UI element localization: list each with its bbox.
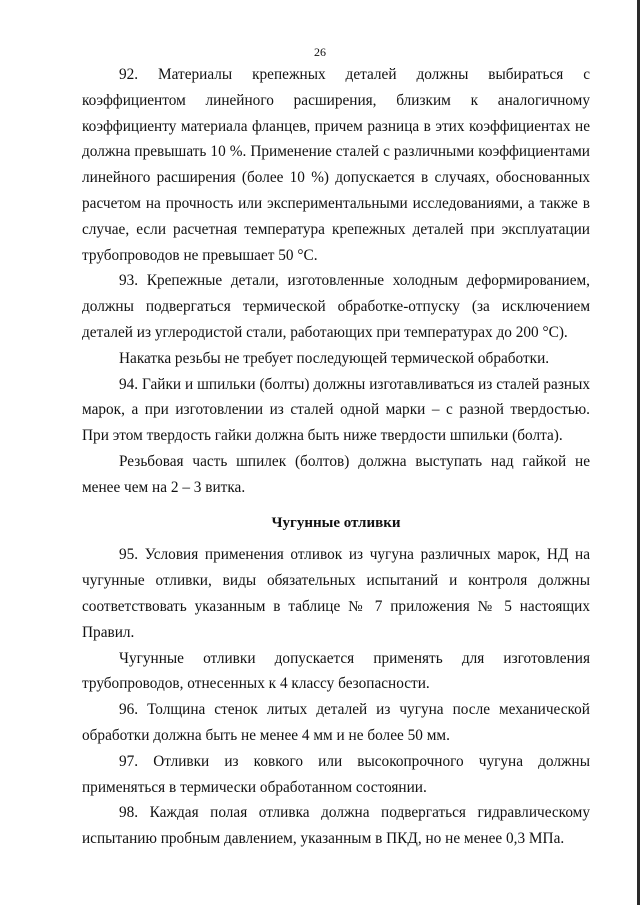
paragraph-95-note: Чугунные отливки допускается применять для изготовления трубопроводов, отнесенных к 4 классу безопасности. bbox=[82, 649, 590, 693]
paragraph-93-note: Накатка резьбы не требует последующей термической обработки. bbox=[119, 349, 550, 367]
paragraph-93: 93. Крепежные детали, изготовленные холодным деформированием, должны подвергаться термической обработке-отпуску (за исключением деталей из углеродистой стали, работающих при температурах до 200 °С). bbox=[82, 272, 590, 341]
paragraph-95: 95. Условия применения отливок из чугуна различных марок, НД на чугунные отливки, виды обязательных испытаний и контроля должны соответствовать указанным в таблице № 7 приложения № 5 настоящих Правил. bbox=[82, 546, 590, 641]
paragraph-97: 97. Отливки из ковкого или высокопрочного чугуна должны применяться в термически обработанном состоянии. bbox=[82, 752, 590, 796]
paragraph-92: 92. Материалы крепежных деталей должны выбираться с коэффициентом линейного расширения, близким к аналогичному коэффициенту материала фланцев, причем разница в этих коэффициентах не должна превышать 10 %. Применение сталей с различными коэффициентами линейного расширения (более 10 %) допускается в случаях, обоснованных расчетом на прочность или экспериментальными исследованиями, а также в случае, если расчетная температура крепежных деталей при эксплуатации трубопроводов не превышает 50 °С. bbox=[82, 66, 590, 264]
page-number: 26 bbox=[314, 45, 326, 59]
paragraph-96: 96. Толщина стенок литых деталей из чугуна после механической обработки должна быть не менее 4 мм и не более 50 мм. bbox=[82, 701, 590, 744]
document-body bbox=[82, 62, 590, 852]
paragraph-94: 94. Гайки и шпильки (болты) должны изготавливаться из сталей разных марок, а при изготовлении из сталей одной марки – с разной твердостью. При этом твердость гайки должна быть ниже твердости шпильки (болта). bbox=[82, 375, 590, 445]
paragraph-98: 98. Каждая полая отливка должна подвергаться гидравлическому испытанию пробным давлением, указанным в ПКД, но не менее 0,3 МПа. bbox=[82, 804, 590, 848]
paragraph-94-note: Резьбовая часть шпилек (болтов) должна выступать над гайкой не менее чем на 2 – 3 витка. bbox=[82, 452, 590, 496]
section-heading-cast-iron: Чугунные отливки bbox=[271, 514, 401, 531]
